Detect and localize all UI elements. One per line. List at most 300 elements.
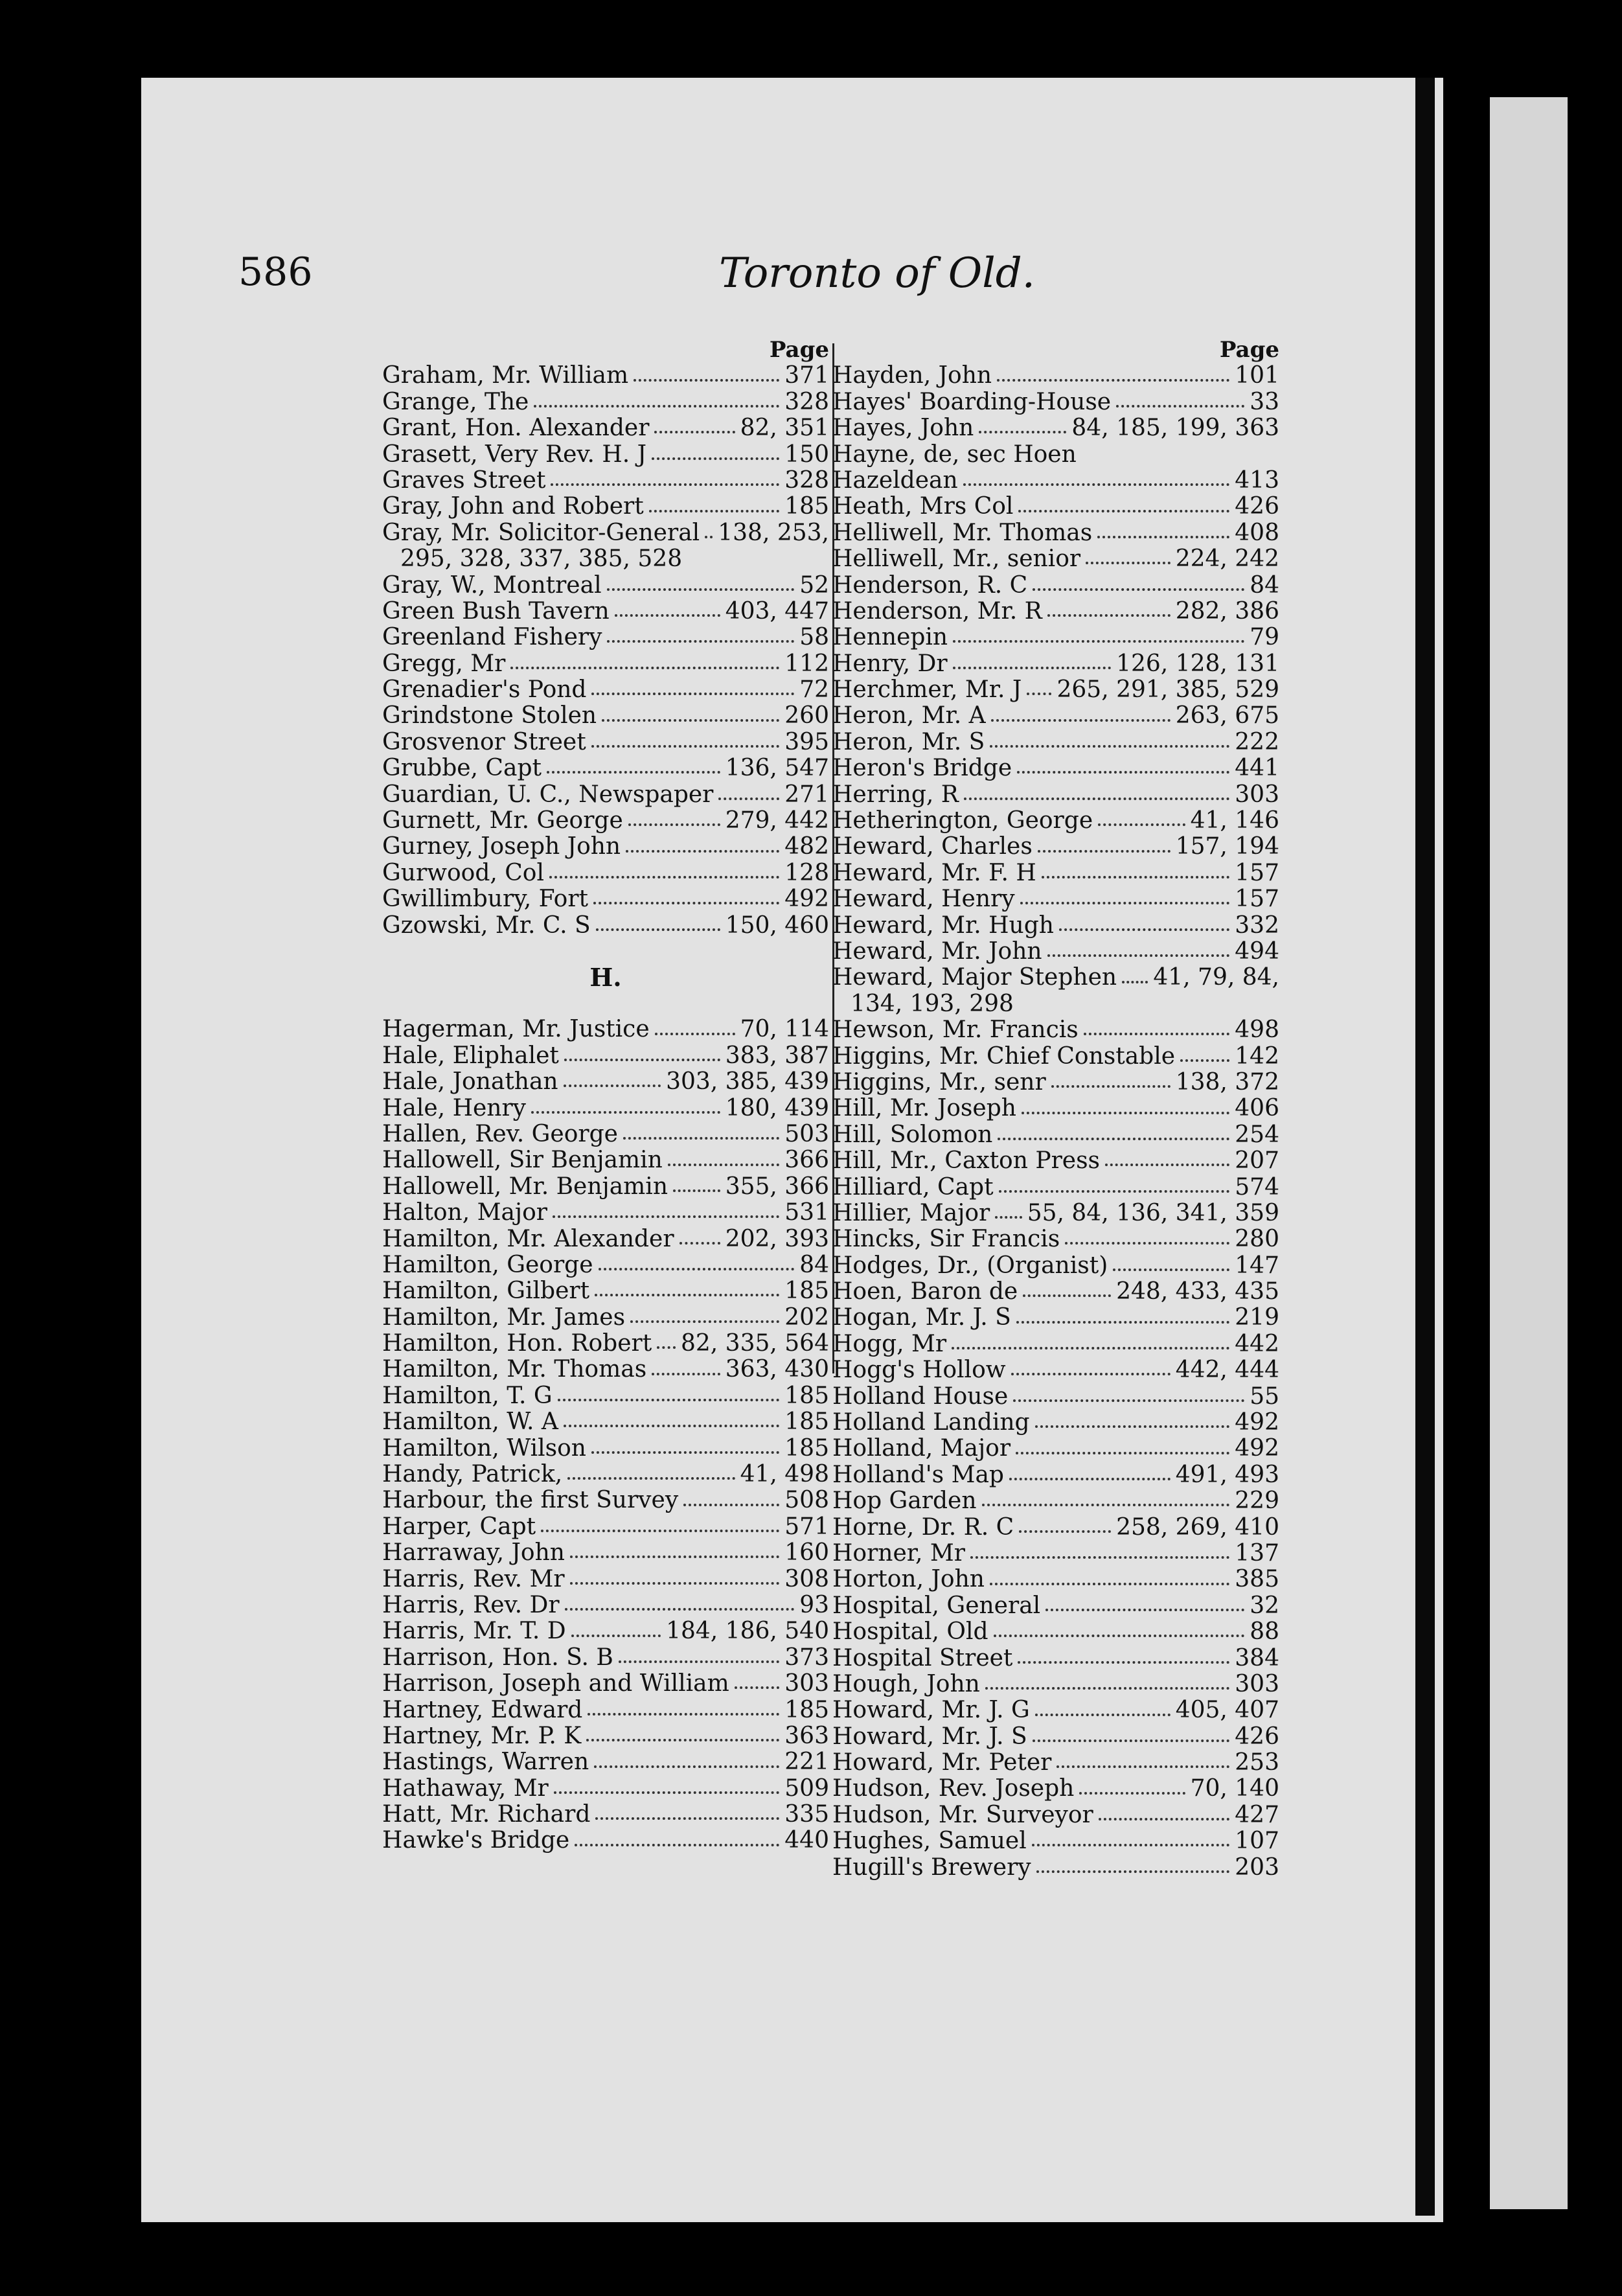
- index-entry: [832, 494, 1279, 520]
- index-entry: [832, 1200, 1279, 1226]
- entry-pages: 441: [1235, 755, 1279, 782]
- dot-leader: [735, 1686, 780, 1689]
- entry-name: Harris, Rev. Dr: [382, 1592, 560, 1618]
- dot-leader: [652, 457, 779, 460]
- entry-name: Hathaway, Mr: [382, 1775, 549, 1802]
- dot-leader: [567, 1477, 735, 1480]
- entry-pages: 88: [1250, 1619, 1279, 1646]
- dot-leader: [990, 745, 1229, 748]
- index-entry: [382, 755, 829, 781]
- dot-leader: [999, 1190, 1230, 1193]
- index-column-right: [832, 337, 1279, 1881]
- entry-pages: 363, 430: [725, 1357, 829, 1383]
- index-entry: [832, 1515, 1279, 1541]
- dot-leader: [964, 798, 1229, 800]
- dot-leader: [594, 1765, 779, 1768]
- entry-pages: 406: [1235, 1096, 1279, 1122]
- entry-pages: 207: [1235, 1148, 1279, 1175]
- section-heading-h: H.: [589, 962, 622, 992]
- index-entry: [832, 1646, 1279, 1671]
- entry-name: Hagerman, Mr. Justice: [382, 1016, 650, 1043]
- dot-leader: [1065, 1242, 1229, 1245]
- index-entry: [382, 1749, 829, 1775]
- entry-name: Hill, Mr. Joseph: [832, 1096, 1016, 1122]
- index-entry: [832, 573, 1279, 599]
- entry-name: Hastings, Warren: [382, 1749, 589, 1776]
- index-entry: [382, 1802, 829, 1828]
- index-entry: [382, 1174, 829, 1200]
- dot-leader: [1059, 928, 1229, 931]
- entry-pages: 41, 79, 84,: [1153, 965, 1279, 991]
- dot-leader: [953, 640, 1244, 643]
- dot-leader: [1122, 981, 1148, 983]
- dot-leader: [1032, 1844, 1230, 1846]
- entry-name: Heward, Mr. John: [832, 938, 1042, 965]
- dot-leader: [564, 1085, 661, 1087]
- dot-leader: [1018, 1661, 1229, 1664]
- dot-leader: [1035, 1714, 1171, 1716]
- entry-pages: 203: [1235, 1854, 1279, 1881]
- entry-name: Grenadier's Pond: [382, 677, 587, 704]
- entry-pages: 138, 372: [1175, 1069, 1279, 1096]
- index-entry: [382, 1671, 829, 1697]
- index-entry: [382, 1409, 829, 1435]
- entry-name: Gzowski, Mr. C. S: [382, 912, 591, 939]
- dot-leader: [1013, 1399, 1244, 1402]
- entry-pages: 328: [784, 389, 829, 415]
- index-entry: [832, 651, 1279, 677]
- dot-leader: [593, 902, 779, 904]
- index-entry: [832, 1828, 1279, 1854]
- entry-name: Hayne, de, sec Hoen: [832, 441, 1077, 468]
- entry-pages: 221: [784, 1749, 829, 1776]
- index-entry: [832, 1357, 1279, 1383]
- entry-name: Harris, Mr. T. D: [382, 1618, 566, 1645]
- entry-name: Hewson, Mr. Francis: [832, 1017, 1079, 1044]
- page-column-label: Page: [769, 337, 829, 363]
- index-entry: [832, 1671, 1279, 1697]
- page-column-label: Page: [1219, 337, 1279, 363]
- index-entry: [832, 939, 1279, 965]
- index-column-left: [382, 337, 829, 1854]
- entry-name: Gurney, Joseph John: [382, 834, 621, 860]
- entry-pages: 184, 186, 540: [666, 1618, 829, 1645]
- dot-leader: [534, 405, 779, 408]
- entry-name: Grange, The: [382, 389, 529, 415]
- dot-leader: [1020, 902, 1230, 904]
- index-entry: [382, 782, 829, 808]
- index-entry: [382, 860, 829, 886]
- entry-pages: 332: [1235, 912, 1279, 939]
- entry-pages: 112: [784, 650, 829, 677]
- entry-name: Grosvenor Street: [382, 729, 586, 755]
- entry-name: Hartney, Edward: [382, 1697, 583, 1723]
- index-entry: [832, 415, 1279, 441]
- entry-name: Heath, Mrs Col: [832, 494, 1014, 520]
- entry-pages: 303, 385, 439: [666, 1069, 829, 1096]
- dot-leader: [1022, 1112, 1229, 1114]
- entry-pages: 395: [784, 729, 829, 755]
- dot-leader: [652, 1373, 720, 1375]
- entry-pages: 55: [1250, 1383, 1279, 1410]
- entry-pages: 254: [1235, 1121, 1279, 1148]
- entry-name: Hodges, Dr., (Organist): [832, 1252, 1108, 1279]
- entry-name: Howard, Mr. J. S: [832, 1723, 1027, 1750]
- entry-name: Hale, Eliphalet: [382, 1042, 559, 1069]
- dot-leader: [1047, 614, 1171, 617]
- entry-pages: 509: [784, 1775, 829, 1802]
- entry-pages: 157: [1235, 860, 1279, 886]
- dot-leader: [547, 771, 720, 774]
- entry-pages: 508: [784, 1487, 829, 1514]
- dot-leader: [588, 1713, 779, 1716]
- entry-pages: 426: [1235, 494, 1279, 520]
- dot-leader: [1009, 1478, 1171, 1480]
- entry-pages: 70, 140: [1190, 1776, 1279, 1802]
- entry-name: Harbour, the first Survey: [382, 1487, 679, 1514]
- entry-pages: 335: [784, 1802, 829, 1828]
- running-title: Toronto of Old.: [719, 249, 1035, 297]
- dot-leader: [1045, 1609, 1244, 1611]
- index-entry: [382, 1096, 829, 1121]
- dot-leader: [952, 1347, 1229, 1349]
- dot-leader: [570, 1556, 779, 1558]
- entry-name: Hamilton, George: [382, 1252, 593, 1278]
- entry-pages: 222: [1235, 729, 1279, 755]
- entry-pages: 492: [784, 886, 829, 913]
- index-entry: [832, 913, 1279, 939]
- entry-name: Hogg's Hollow: [832, 1357, 1006, 1384]
- index-entry: [382, 1331, 829, 1357]
- entry-name: Hugill's Brewery: [832, 1854, 1031, 1881]
- entry-pages: 440: [784, 1828, 829, 1854]
- dot-leader: [551, 483, 779, 486]
- index-entry: [382, 1697, 829, 1723]
- entry-name: Hallowell, Sir Benjamin: [382, 1147, 663, 1174]
- entry-name: Hamilton, Gilbert: [382, 1278, 590, 1305]
- entry-pages: 219: [1235, 1305, 1279, 1331]
- index-entry: [382, 1776, 829, 1802]
- entry-name: Green Bush Tavern: [382, 598, 610, 625]
- entry-pages: 366: [784, 1147, 829, 1174]
- index-entry: [832, 1279, 1279, 1305]
- index-entry: [832, 389, 1279, 415]
- entry-pages: 373: [784, 1644, 829, 1671]
- dot-leader: [564, 1059, 720, 1061]
- dot-leader: [990, 1583, 1229, 1585]
- dot-leader: [510, 667, 779, 669]
- entry-pages: 79: [1250, 625, 1279, 651]
- entry-name: Hough, John: [832, 1671, 980, 1697]
- dot-leader: [680, 1242, 720, 1245]
- entry-name: Hamilton, Wilson: [382, 1435, 586, 1462]
- entry-name: Hillier, Major: [832, 1200, 990, 1226]
- entries-right: [832, 363, 1279, 1881]
- entry-pages: 253: [1235, 1750, 1279, 1776]
- index-entry: [382, 599, 829, 625]
- entry-pages: 157, 194: [1175, 834, 1279, 860]
- dot-leader: [599, 1268, 795, 1270]
- entry-pages: 494: [1235, 938, 1279, 965]
- dot-leader: [953, 667, 1111, 669]
- index-entry: [382, 442, 829, 468]
- entry-pages: 138, 253,: [718, 520, 829, 546]
- entry-pages: 363: [784, 1723, 829, 1749]
- entry-pages: 58: [799, 625, 829, 651]
- entry-name: Howard, Mr. J. G: [832, 1697, 1030, 1724]
- dot-leader: [1038, 850, 1171, 853]
- entry-pages: 405, 407: [1175, 1697, 1279, 1724]
- entry-pages: 185: [784, 494, 829, 520]
- dot-leader: [649, 510, 780, 512]
- entry-pages: 229: [1235, 1488, 1279, 1515]
- entry-pages: 224, 242: [1175, 546, 1279, 573]
- entry-name: Hospital, Old: [832, 1619, 988, 1646]
- dot-leader: [1116, 405, 1244, 408]
- dot-leader: [1113, 1269, 1229, 1271]
- entry-name: Helliwell, Mr., senior: [832, 546, 1081, 573]
- dot-leader: [963, 483, 1230, 486]
- entry-pages: 84: [1250, 572, 1279, 599]
- entry-name: Hilliard, Capt: [832, 1174, 994, 1200]
- entries-g: [382, 363, 829, 939]
- entry-name: 295, 328, 337, 385, 528: [400, 546, 683, 573]
- dot-leader: [1099, 1818, 1230, 1820]
- dot-leader: [623, 1137, 779, 1140]
- dot-leader: [575, 1844, 779, 1846]
- index-entry: [382, 1436, 829, 1462]
- index-entry: [382, 520, 829, 546]
- entry-pages: 308: [784, 1566, 829, 1592]
- index-entry: [382, 1357, 829, 1383]
- entry-name: Hatt, Mr. Richard: [382, 1802, 591, 1828]
- index-entry: [832, 729, 1279, 755]
- entry-pages: 32: [1250, 1592, 1279, 1619]
- dot-leader: [985, 1687, 1229, 1690]
- entry-name: Hamilton, W. A: [382, 1409, 558, 1436]
- dot-leader: [549, 876, 779, 878]
- dot-leader: [1105, 1164, 1229, 1166]
- index-entry: [382, 1514, 829, 1540]
- entry-pages: 442: [1235, 1331, 1279, 1357]
- entry-name: Hayes, John: [832, 415, 974, 442]
- dot-leader: [615, 614, 720, 617]
- index-entry: [832, 965, 1279, 991]
- dot-leader: [607, 588, 795, 591]
- index-entry: [832, 808, 1279, 834]
- dot-leader: [553, 1215, 779, 1218]
- dot-leader: [1051, 1085, 1171, 1088]
- entry-pages: 70, 114: [740, 1016, 829, 1043]
- entry-name: Holland, Major: [832, 1436, 1011, 1462]
- index-entry: [832, 782, 1279, 808]
- entry-name: Hamilton, Mr. Alexander: [382, 1226, 674, 1252]
- page-gutter: [1415, 78, 1435, 2216]
- entry-name: Hayes' Boarding-House: [832, 389, 1112, 415]
- entry-name: Guardian, U. C., Newspaper: [382, 781, 714, 808]
- entry-pages: 258, 269, 410: [1116, 1514, 1279, 1541]
- entry-pages: 442, 444: [1175, 1357, 1279, 1384]
- dot-leader: [995, 1216, 1022, 1219]
- dot-leader: [554, 1791, 780, 1794]
- entry-pages: 355, 366: [725, 1173, 829, 1200]
- dot-leader: [1047, 954, 1230, 957]
- dot-leader: [718, 798, 779, 800]
- dot-leader: [654, 431, 735, 433]
- entry-name: Heron's Bridge: [832, 755, 1012, 782]
- index-entry: [382, 1723, 829, 1749]
- entry-name: Hale, Henry: [382, 1095, 526, 1121]
- entry-pages: 303: [1235, 1671, 1279, 1697]
- index-entry: [382, 573, 829, 599]
- index-entry: [832, 1305, 1279, 1331]
- entry-name: Henderson, Mr. R: [832, 598, 1042, 625]
- dot-leader: [979, 431, 1066, 433]
- entry-pages: 82, 351: [740, 415, 829, 442]
- entry-name: Herchmer, Mr. J: [832, 677, 1022, 704]
- entry-pages: 265, 291, 385, 529: [1057, 677, 1279, 704]
- index-entry: [382, 1828, 829, 1854]
- entry-name: Hill, Solomon: [832, 1121, 993, 1148]
- dot-leader: [570, 1582, 780, 1585]
- entry-name: Holland Landing: [832, 1410, 1030, 1436]
- entry-name: Hoen, Baron de: [832, 1279, 1018, 1305]
- index-entry: [382, 1278, 829, 1304]
- entry-pages: 328: [784, 467, 829, 494]
- entry-name: Hallen, Rev. George: [382, 1121, 618, 1147]
- index-entry: [382, 808, 829, 834]
- entry-name: Hughes, Samuel: [832, 1828, 1027, 1855]
- index-entry: [382, 1147, 829, 1173]
- dot-leader: [1023, 1294, 1111, 1297]
- dot-leader: [591, 745, 780, 748]
- dot-leader: [1035, 1425, 1230, 1428]
- dot-leader: [683, 1504, 779, 1506]
- index-entry: [382, 703, 829, 729]
- index-entry: [832, 1724, 1279, 1750]
- entry-pages: 137: [1235, 1540, 1279, 1567]
- index-entry: [832, 1462, 1279, 1488]
- entry-pages: 185: [784, 1383, 829, 1409]
- entry-name: Henderson, R. C: [832, 572, 1028, 599]
- dot-leader: [1016, 1452, 1229, 1454]
- dot-leader: [1042, 876, 1230, 878]
- entry-name: Howard, Mr. Peter: [832, 1750, 1052, 1776]
- entry-name: Harper, Capt: [382, 1513, 536, 1540]
- entry-name: Hawke's Bridge: [382, 1828, 570, 1854]
- index-entry: [832, 1593, 1279, 1619]
- entry-name: Heron, Mr. S: [832, 729, 985, 755]
- dot-leader: [655, 1033, 735, 1035]
- entry-name: Hazeldean: [832, 467, 958, 494]
- entry-pages: 147: [1235, 1252, 1279, 1279]
- index-entry: [832, 363, 1279, 389]
- entry-name: Gray, W., Montreal: [382, 572, 602, 599]
- index-entry: [382, 1226, 829, 1252]
- entry-pages: 185: [784, 1409, 829, 1436]
- entry-pages: 41, 146: [1190, 808, 1279, 834]
- index-entry: [382, 1618, 829, 1644]
- entry-name: Hudson, Rev. Joseph: [832, 1776, 1075, 1802]
- dot-leader: [1027, 693, 1051, 695]
- entry-pages: 128: [784, 860, 829, 886]
- index-entry: [832, 1488, 1279, 1514]
- dot-leader: [628, 823, 720, 826]
- entry-pages: 492: [1235, 1410, 1279, 1436]
- entry-pages: 160: [784, 1540, 829, 1567]
- index-entry: [832, 886, 1279, 912]
- dot-leader: [595, 1817, 779, 1820]
- next-page-edge: [1490, 97, 1568, 2209]
- dot-leader: [591, 1451, 779, 1454]
- entry-name: Higgins, Mr., senr: [832, 1069, 1046, 1096]
- dot-leader: [630, 1320, 779, 1323]
- dot-leader: [602, 719, 779, 722]
- index-entry: [832, 834, 1279, 860]
- index-entry: [832, 1331, 1279, 1357]
- dot-leader: [1018, 510, 1229, 512]
- entry-name: Handy, Patrick,: [382, 1462, 563, 1488]
- entry-name: Harrison, Hon. S. B: [382, 1644, 613, 1671]
- entry-pages: 303: [1235, 781, 1279, 808]
- entry-name: Gurwood, Col: [382, 860, 544, 886]
- index-entry: [832, 1619, 1279, 1645]
- dot-leader: [994, 1635, 1245, 1637]
- entry-pages: 72: [799, 677, 829, 704]
- entry-pages: 303: [784, 1671, 829, 1697]
- entry-pages: 491, 493: [1175, 1462, 1279, 1488]
- index-entry: [382, 494, 829, 520]
- dot-leader: [564, 1425, 779, 1427]
- entry-pages: 571: [784, 1513, 829, 1540]
- entry-name: Hartney, Mr. P. K: [382, 1723, 582, 1749]
- index-entry: [832, 625, 1279, 650]
- entry-pages: 84: [799, 1252, 829, 1278]
- entry-name: Higgins, Mr. Chief Constable: [832, 1043, 1176, 1070]
- index-entry: [382, 1252, 829, 1278]
- entry-name: Grubbe, Capt: [382, 755, 542, 782]
- index-entry: [832, 1855, 1279, 1881]
- entry-name: Hamilton, Mr. James: [382, 1304, 626, 1331]
- entry-pages: 55, 84, 136, 341, 359: [1027, 1200, 1279, 1226]
- dot-leader: [1086, 562, 1171, 564]
- entry-pages: 185: [784, 1697, 829, 1723]
- entry-pages: 52: [799, 572, 829, 599]
- entry-pages: 383, 387: [725, 1042, 829, 1069]
- dot-leader: [991, 719, 1171, 722]
- dot-leader: [1033, 588, 1244, 591]
- entry-name: Halton, Major: [382, 1200, 547, 1226]
- index-entry: [832, 1148, 1279, 1174]
- index-entry: [382, 834, 829, 860]
- index-entry: [382, 1069, 829, 1095]
- entry-name: Horton, John: [832, 1567, 985, 1593]
- entry-pages: 101: [1235, 363, 1279, 389]
- entry-name: Hetherington, George: [832, 808, 1093, 834]
- index-entry: [832, 755, 1279, 781]
- index-entry: [382, 1487, 829, 1513]
- dot-leader: [1011, 1373, 1171, 1375]
- entry-name: Horne, Dr. R. C: [832, 1514, 1014, 1541]
- entry-pages: 202: [784, 1304, 829, 1331]
- dot-leader: [1098, 823, 1185, 826]
- dot-leader: [531, 1111, 720, 1114]
- dot-leader: [668, 1164, 779, 1166]
- entry-name: Gray, John and Robert: [382, 494, 644, 520]
- index-entry: [382, 1016, 829, 1042]
- index-entry: [382, 625, 829, 650]
- entry-pages: 150: [784, 441, 829, 468]
